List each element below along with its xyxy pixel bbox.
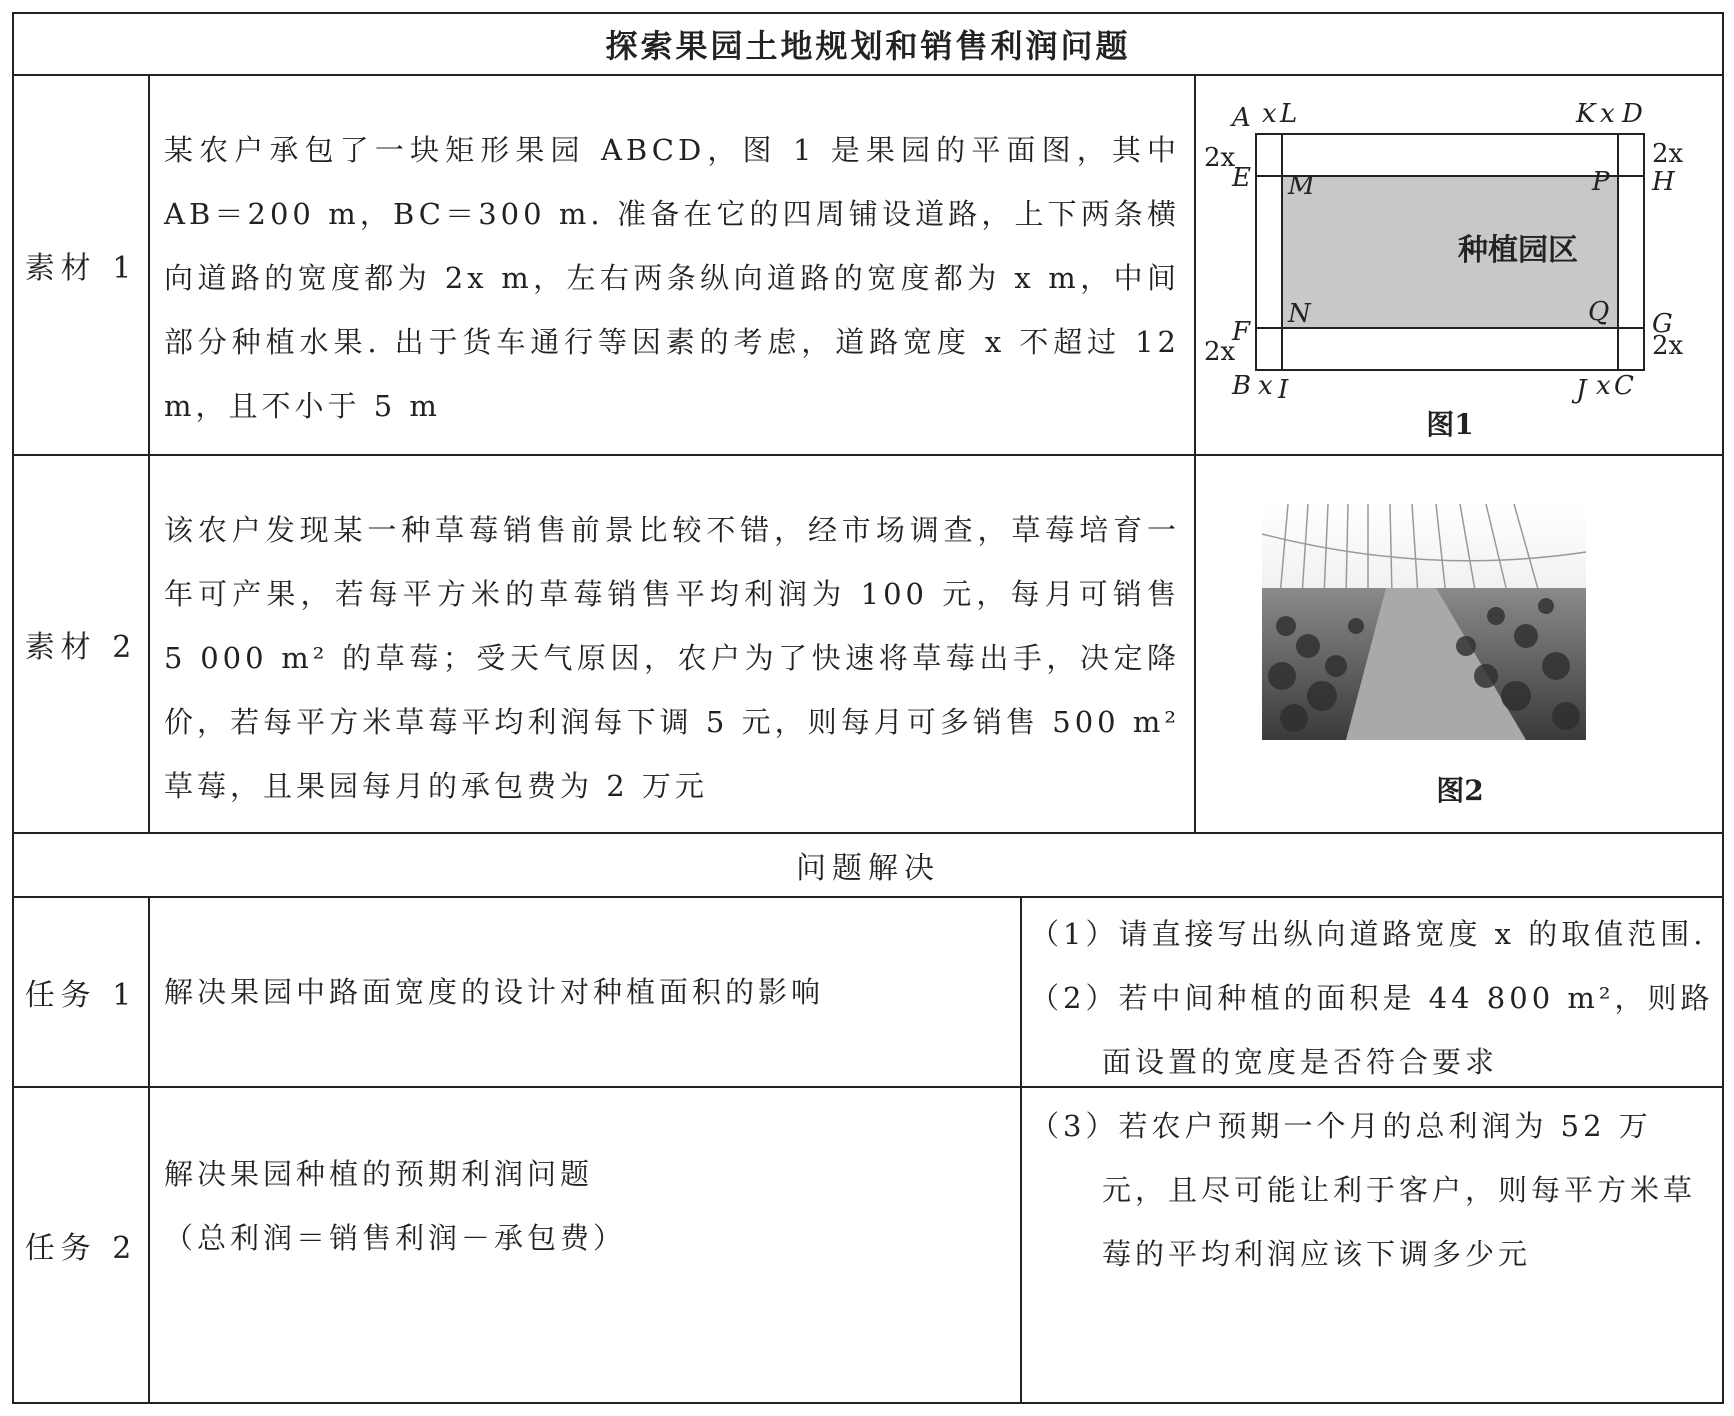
point-h: H xyxy=(1652,167,1675,197)
task1-label: 任务 1 xyxy=(24,978,138,1013)
point-b: B xyxy=(1232,371,1252,401)
label-x: x xyxy=(1596,371,1611,401)
main-table xyxy=(12,12,1724,1404)
label-2x: 2x xyxy=(1652,331,1684,361)
material2-label: 素材 2 xyxy=(24,630,138,665)
question-3: （3）若农户预期一个月的总利润为 52 万元，且尽可能让利于客户，则每平方米草莓的平均利润应该下调多少元 xyxy=(1030,1109,1697,1271)
problem-header: 问题解决 xyxy=(796,851,940,886)
point-d: D xyxy=(1622,99,1643,129)
point-l: L xyxy=(1280,99,1298,129)
figure2 xyxy=(1196,456,1722,832)
col-divider xyxy=(148,74,150,834)
task1-questions xyxy=(1030,902,1716,1086)
label-2x: 2x xyxy=(1204,337,1236,367)
point-i: I xyxy=(1278,375,1289,405)
question-2: （2）若中间种植的面积是 44 800 m²，则路面设置的宽度是否符合要求 xyxy=(1030,981,1714,1079)
region-label: 种植园区 xyxy=(1458,233,1578,268)
point-p: P xyxy=(1592,167,1610,197)
material1-text: 某农户承包了一块矩形果园 ABCD，图 1 是果园的平面图，其中 AB＝200 m，BC＝300 m. 准备在它的四周铺设道路，上下两条横向道路的宽度都为 2x m，左右两条纵向道路的宽度都为 x m，中间部分种植水果. 出于货车通行等因素的考虑，道路宽度 x 不超过 12 m，且不小于 5 m xyxy=(164,133,1180,423)
label-x: x xyxy=(1262,99,1277,129)
col-divider xyxy=(1020,896,1022,1402)
point-g: G xyxy=(1652,309,1673,339)
figure1-caption: 图1 xyxy=(1426,408,1474,441)
material1-label: 素材 1 xyxy=(24,251,138,286)
task2-desc-line1: 解决果园种植的预期利润问题 xyxy=(164,1157,594,1191)
task1-desc: 解决果园中路面宽度的设计对种植面积的影响 xyxy=(164,975,825,1009)
page-title: 探索果园土地规划和销售利润问题 xyxy=(605,27,1131,65)
label-x: x xyxy=(1258,371,1273,401)
task2-label: 任务 2 xyxy=(24,1231,138,1266)
material2-text: 该农户发现某一种草莓销售前景比较不错，经市场调查，草莓培育一年可产果，若每平方米的草莓销售平均利润为 100 元，每月可销售 5 000 m² 的草莓；受天气原因，农户为了快速将草莓出手，决定降价，若每平方米草莓平均利润每下调 5 元，则每月可多销售 500 m² 草莓，且果园每月的承包费为 2 万元 xyxy=(164,513,1180,803)
point-m: M xyxy=(1288,171,1315,201)
point-f: F xyxy=(1232,317,1251,347)
orchard-plan-diagram xyxy=(1196,76,1722,454)
figure2-caption: 图2 xyxy=(1436,774,1484,807)
point-n: N xyxy=(1288,299,1311,329)
point-q: Q xyxy=(1588,297,1610,327)
col-divider xyxy=(148,896,150,1402)
task2-desc xyxy=(164,1142,1014,1302)
task2-questions xyxy=(1030,1094,1716,1394)
point-c: C xyxy=(1614,371,1634,401)
strawberry-greenhouse-photo xyxy=(1196,456,1722,832)
task2-desc-line2: （总利润＝销售利润－承包费） xyxy=(164,1221,627,1255)
point-k: K xyxy=(1576,99,1596,129)
figure1 xyxy=(1196,76,1722,454)
point-j: J xyxy=(1576,375,1587,405)
label-x: x xyxy=(1600,99,1615,129)
question-1: （1）请直接写出纵向道路宽度 x 的取值范围. xyxy=(1030,917,1707,951)
label-2x: 2x xyxy=(1652,139,1684,169)
label-2x: 2x xyxy=(1204,143,1236,173)
point-e: E xyxy=(1232,163,1251,193)
point-a: A xyxy=(1232,103,1251,133)
